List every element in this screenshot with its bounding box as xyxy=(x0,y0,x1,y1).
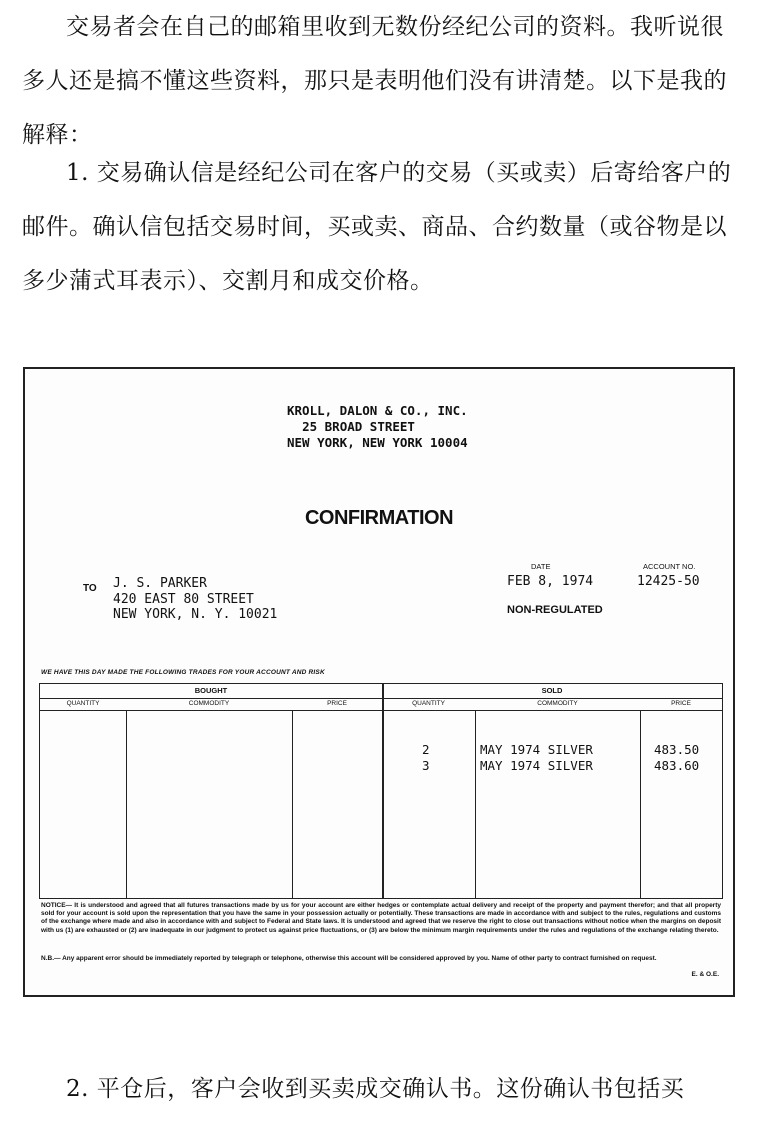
client-name: J. S. PARKER xyxy=(113,576,207,591)
confirmation-document xyxy=(23,367,735,997)
column-divider xyxy=(292,710,293,898)
bought-price-header: PRICE xyxy=(327,700,347,707)
client-address xyxy=(113,576,277,623)
notice-text: NOTICE— It is understood and agreed that all futures transactions made by us for your account are either hedges or contemplate actual delivery and receipt of the property and payment therefor; and that all property sold for your account is sold upon the representation that you have the same in your possession actually or potentially. These transactions are made in accordance with and subject to the rules, regulations and customs of the exchange where made and also in accordance with and subject to Federal and State laws. It is understood and agreed that we reserve the right to close out transactions without notice when the margins on deposit with us (1) are exhausted or (2) are inadequate in our judgment to protect us against price fluctuations, or (3) are below the minimum margin requirements under the rules and regulations of the exchange relating thereto. xyxy=(41,902,721,934)
bought-commodity-header: COMMODITY xyxy=(188,700,230,707)
sold-row-1-price: 483.50 xyxy=(654,742,700,757)
column-divider xyxy=(126,710,127,898)
trades-intro: WE HAVE THIS DAY MADE THE FOLLOWING TRADES FOR YOUR ACCOUNT AND RISK xyxy=(41,669,325,676)
sold-row-2-commodity: MAY 1974 SILVER xyxy=(480,758,593,773)
header-divider xyxy=(40,698,722,699)
sold-price-header: PRICE xyxy=(671,700,691,707)
regulation-status: NON-REGULATED xyxy=(507,604,603,616)
to-label: TO xyxy=(83,583,97,594)
bought-quantity-header: QUANTITY xyxy=(66,700,100,707)
confirmation-paragraph: 1. 交易确认信是经纪公司在客户的交易（买或卖）后寄给客户的邮件。确认信包括交易时间，买或卖、商品、合约数量（或谷物是以多少蒲式耳表示）、交割月和成交价格。 xyxy=(22,160,732,294)
firm-address xyxy=(287,403,547,451)
intro-paragraph: 交易者会在自己的邮箱里收到无数份经纪公司的资料。我听说很多人还是搞不懂这些资料，那只是表明他们没有讲清楚。以下是我的解释： xyxy=(22,14,727,148)
closing-paragraph: 2. 平仓后，客户会收到买卖成交确认书。这份确认书包括买 xyxy=(66,1076,685,1102)
confirmation-title: CONFIRMATION xyxy=(304,507,454,529)
firm-name: KROLL, DALON & CO., INC. xyxy=(287,403,468,418)
account-value: 12425-50 xyxy=(637,574,700,589)
client-street: 420 EAST 80 STREET xyxy=(113,591,254,607)
client-city: NEW YORK, N. Y. 10021 xyxy=(113,607,278,622)
date-value: FEB 8, 1974 xyxy=(507,574,594,589)
subheader-divider xyxy=(40,710,722,711)
sold-commodity-header: COMMODITY xyxy=(537,700,578,707)
firm-street: 25 BROAD STREET xyxy=(302,419,415,434)
eoe-mark: E. & O.E. xyxy=(691,971,719,978)
bought-header: BOUGHT xyxy=(194,686,228,695)
sold-row-1-commodity: MAY 1974 SILVER xyxy=(480,742,593,757)
date-label: DATE xyxy=(531,562,551,571)
sold-row-2-quantity: 3 xyxy=(422,758,430,773)
bought-sold-divider xyxy=(382,684,384,898)
sold-row-2-price: 483.60 xyxy=(654,758,700,773)
sold-row-1-quantity: 2 xyxy=(422,742,430,757)
firm-city: NEW YORK, NEW YORK 10004 xyxy=(287,435,468,450)
account-label: ACCOUNT NO. xyxy=(643,562,696,571)
trades-table xyxy=(39,683,723,899)
column-divider xyxy=(475,710,476,898)
sold-quantity-header: QUANTITY xyxy=(412,700,445,707)
column-divider xyxy=(640,710,641,898)
nb-text: N.B.— Any apparent error should be immediately reported by telegraph or telephone, otherwise this account will be considered approved by you. Name of other party to contract furnished on request. xyxy=(41,955,657,962)
sold-header: SOLD xyxy=(541,686,563,695)
